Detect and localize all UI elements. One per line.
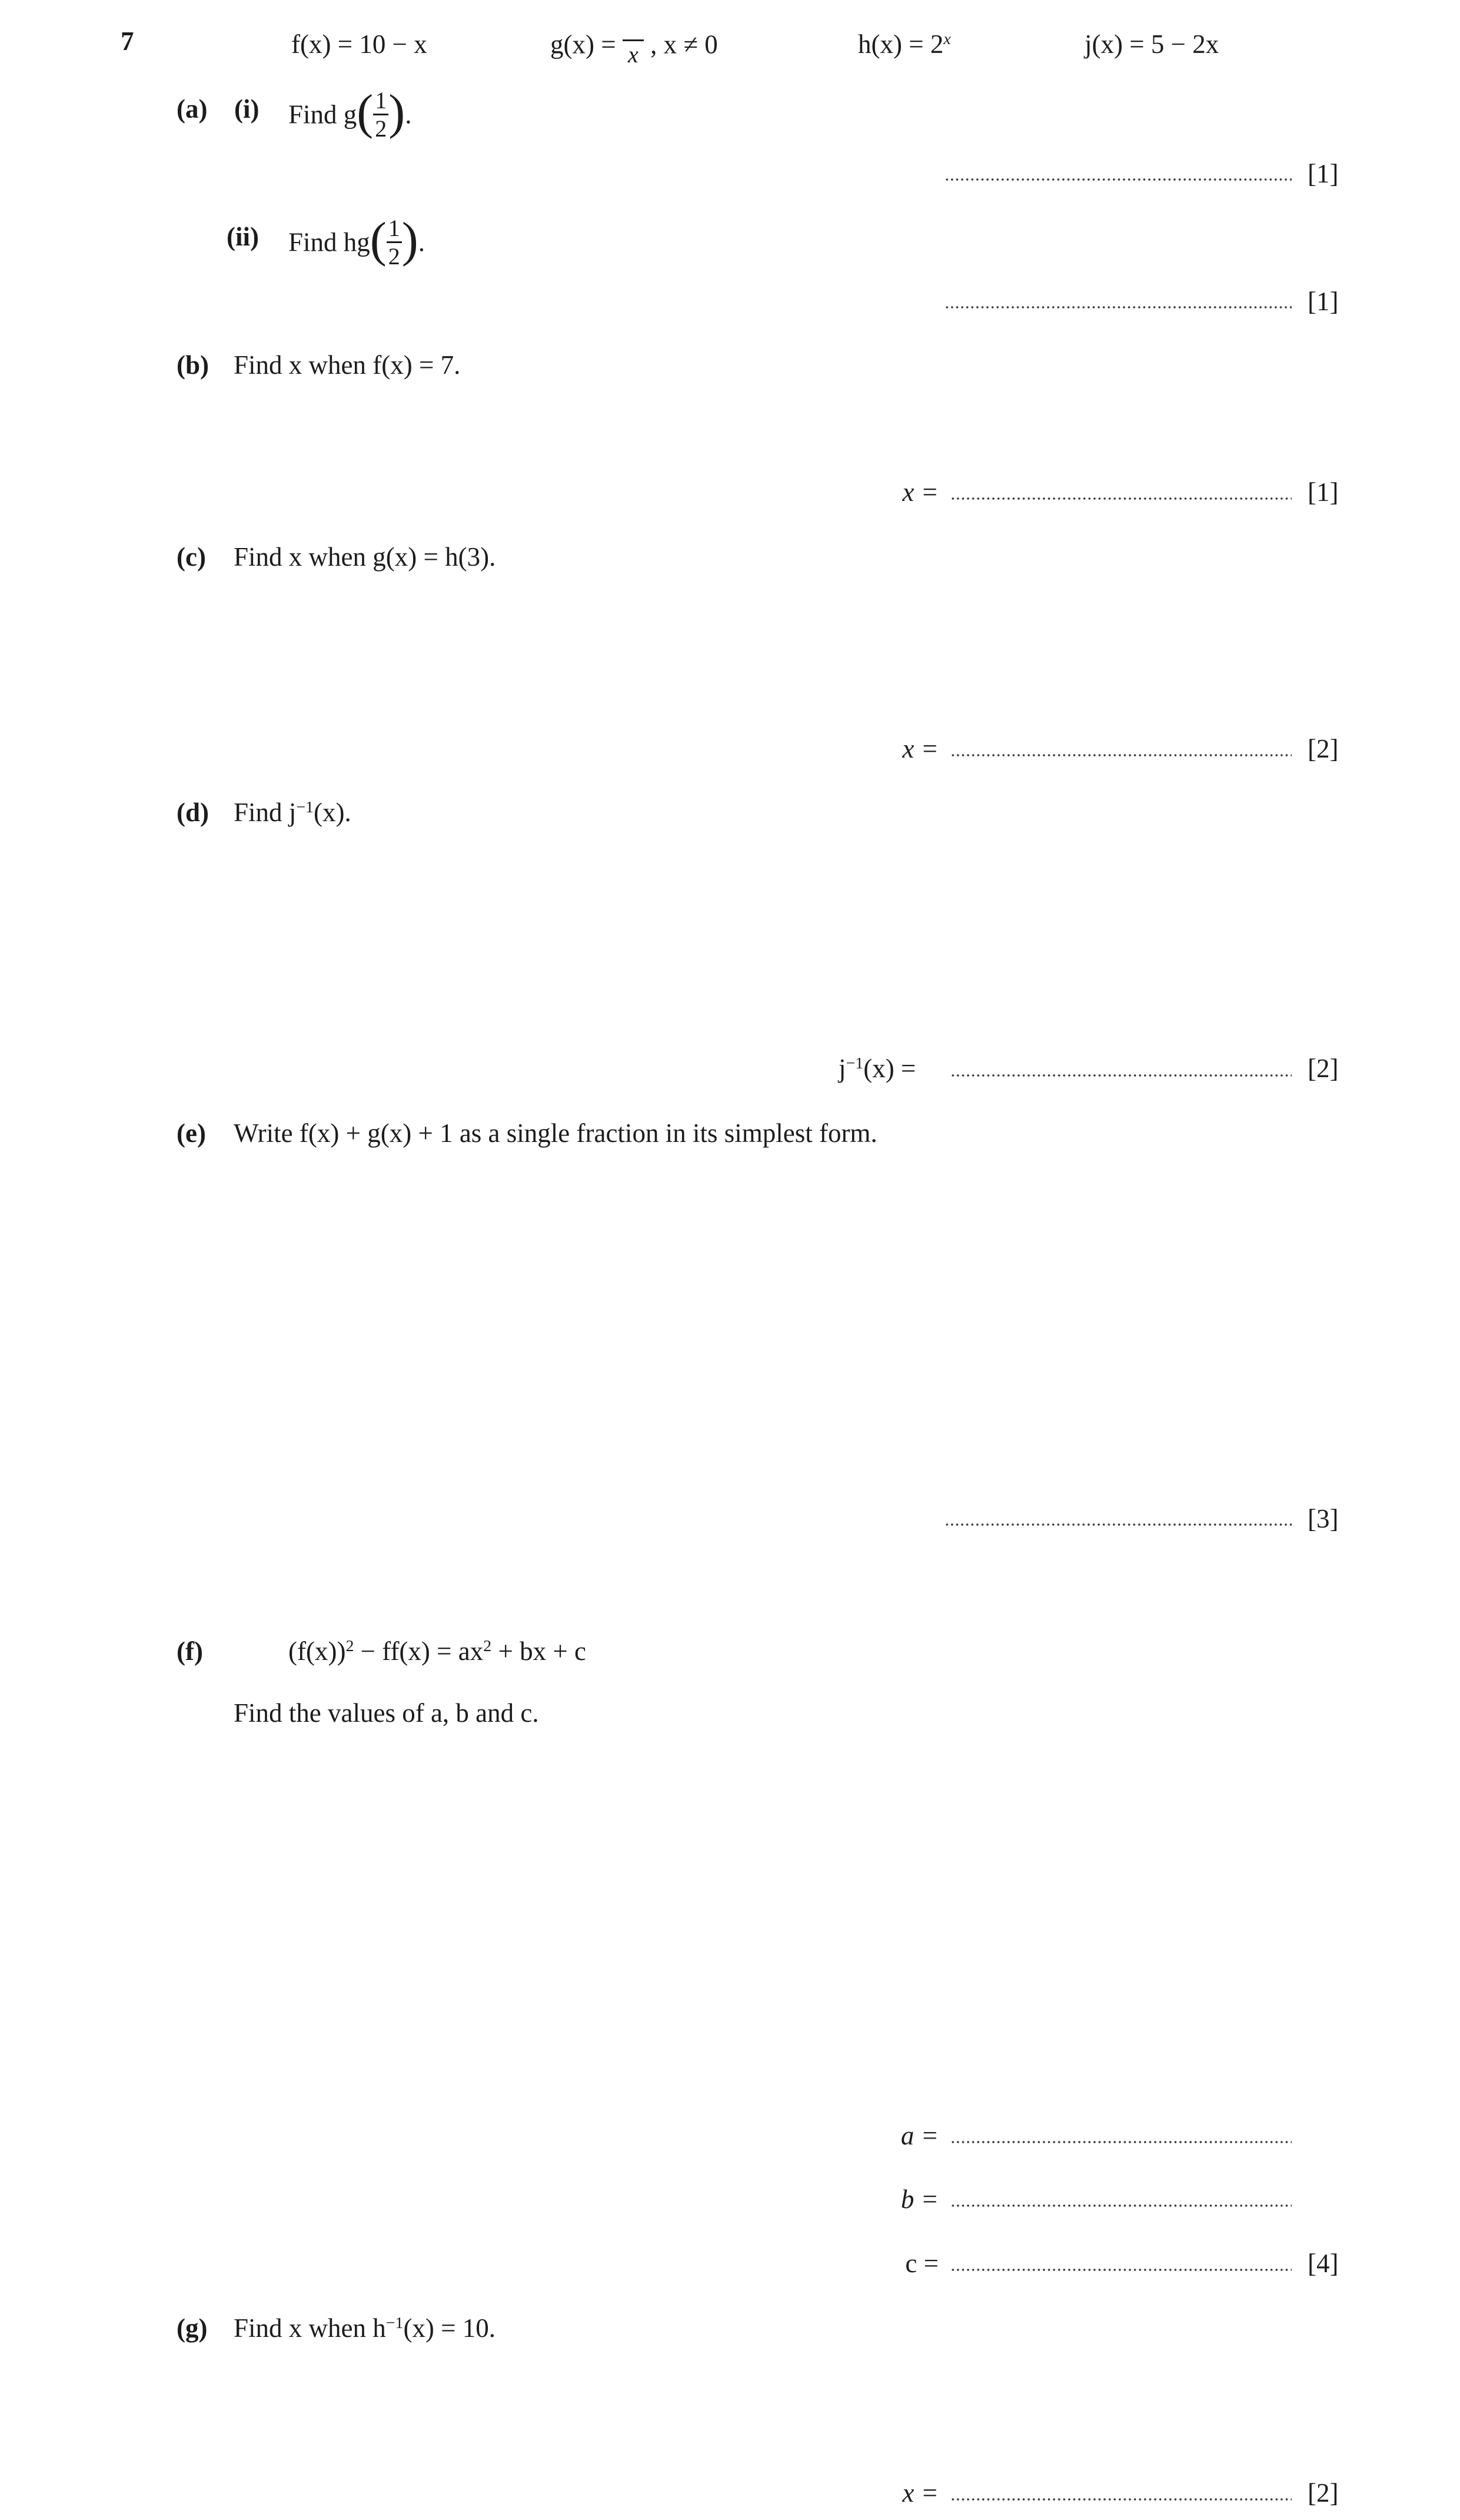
marks-f: [4] bbox=[1308, 2249, 1339, 2278]
part-c-question: Find x when g(x) = h(3). bbox=[234, 542, 496, 572]
definition-f: f(x) = 10 − x bbox=[291, 29, 427, 59]
half-fraction: $\frac{1}{2}$ bbox=[387, 217, 402, 268]
definition-h bbox=[858, 26, 951, 66]
part-e-question: Write f(x) + g(x) + 1 as a single fraction in its simplest form. bbox=[234, 1118, 877, 1148]
definition-j: j(x) = 5 − 2x bbox=[1085, 29, 1219, 59]
answer-line-a-ii[interactable] bbox=[944, 304, 1292, 310]
definition-h-text: h(x) = 2 bbox=[858, 29, 944, 59]
part-d-question: Find $j^{-1}(x)$. bbox=[234, 798, 351, 827]
answer-line-d[interactable] bbox=[950, 1073, 1292, 1078]
part-a-ii-text: Find hg bbox=[288, 227, 370, 257]
answer-line-f-b[interactable] bbox=[950, 2203, 1292, 2209]
marks-b: [1] bbox=[1308, 477, 1339, 507]
answer-label-f-b: b = bbox=[900, 2184, 939, 2214]
answer-label-b: x = bbox=[902, 477, 939, 507]
marks-e: [3] bbox=[1308, 1504, 1339, 1533]
part-e-label: (e) bbox=[177, 1118, 206, 1148]
part-c-label: (c) bbox=[177, 542, 206, 572]
definition-g-condition: , x ≠ 0 bbox=[650, 29, 718, 59]
answer-line-f-c[interactable] bbox=[950, 2267, 1292, 2273]
part-b-question: Find x when f(x) = 7. bbox=[234, 350, 461, 380]
part-a-i-text: Find g bbox=[288, 99, 357, 130]
marks-a-ii: [1] bbox=[1308, 287, 1339, 316]
definition-g-fraction: x bbox=[623, 25, 644, 67]
part-f-equation: $(f(x))^2 - ff(x) = ax^2$ + bx + c bbox=[288, 1636, 586, 1666]
marks-c: [2] bbox=[1308, 734, 1339, 763]
answer-line-g[interactable] bbox=[950, 2496, 1292, 2502]
part-g-question: Find x when $h^{-1}(x) = 10$. bbox=[234, 2313, 496, 2343]
part-f-instruction: Find the values of a, b and c. bbox=[234, 1698, 539, 1728]
answer-line-f-a[interactable] bbox=[950, 2139, 1292, 2145]
answer-label-f-c: c = bbox=[905, 2249, 939, 2278]
part-a-i-question: Find g( $\frac{1}{2}$ ). bbox=[288, 85, 412, 142]
part-a-label: (a) bbox=[177, 94, 208, 124]
marks-g: [2] bbox=[1308, 2478, 1339, 2508]
part-a-ii-question: Find hg( $\frac{1}{2}$ ). bbox=[288, 213, 425, 270]
answer-line-e[interactable] bbox=[944, 1522, 1292, 1528]
answer-line-b[interactable] bbox=[950, 496, 1292, 502]
marks-d: [2] bbox=[1308, 1054, 1339, 1083]
definition-g-lhs: g(x) = bbox=[550, 29, 616, 59]
answer-label-g: x = bbox=[902, 2478, 939, 2508]
half-fraction: $\frac{1}{2}$ bbox=[373, 89, 388, 141]
answer-line-c[interactable] bbox=[950, 752, 1292, 758]
answer-label-d: $j^{-1}(x)$ = bbox=[839, 1054, 916, 1083]
part-d-label: (d) bbox=[177, 798, 209, 827]
answer-label-c: x = bbox=[902, 734, 939, 763]
part-a-ii-label: (ii) bbox=[227, 222, 259, 251]
answer-label-f-a: a = bbox=[900, 2121, 939, 2150]
part-g-label: (g) bbox=[177, 2313, 208, 2343]
part-a-i-label: (i) bbox=[234, 94, 260, 124]
question-number: 7 bbox=[121, 26, 134, 56]
definition-h-exponent: x bbox=[943, 29, 951, 48]
part-b-label: (b) bbox=[177, 350, 209, 380]
part-f-label: (f) bbox=[177, 1636, 203, 1666]
definition-g bbox=[550, 26, 718, 68]
marks-a-i: [1] bbox=[1308, 159, 1339, 188]
answer-line-a-i[interactable] bbox=[944, 177, 1292, 182]
